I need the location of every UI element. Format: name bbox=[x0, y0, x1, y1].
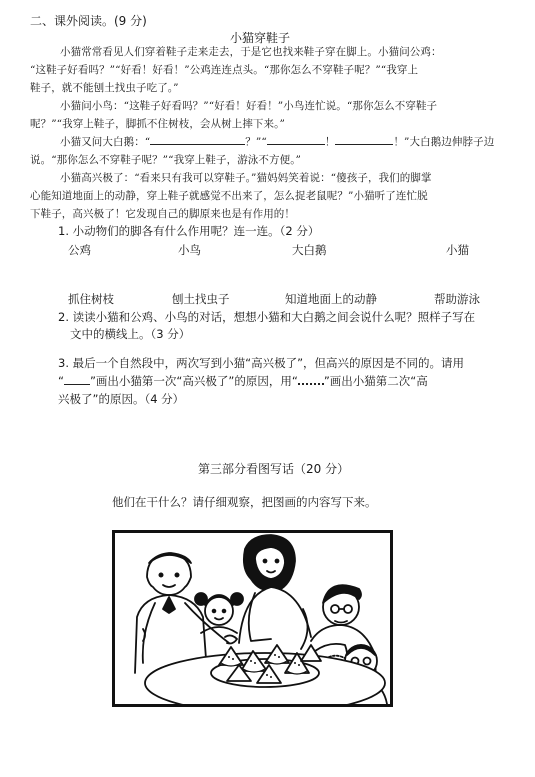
animal-label[interactable]: 公鸡 bbox=[68, 243, 91, 257]
question-2-line1: 2. 读读小猫和公鸡、小鸟的对话，想想小猫和大白鹅之间会说什么呢？照样子写在 bbox=[58, 310, 476, 324]
animal-label[interactable]: 小猫 bbox=[446, 243, 469, 257]
section-heading: 二、课外阅读。(9 分) bbox=[30, 14, 147, 28]
story-line: 呢？”“我穿上鞋子，脚抓不住树枝，会从树上摔下来。” bbox=[30, 118, 285, 130]
use-label[interactable]: 帮助游泳 bbox=[434, 292, 480, 306]
question-3-line2: “ ”画出小猫第一次“高兴极了”的原因，用“ ”画出小猫第二次“高 bbox=[58, 374, 428, 388]
question-2-line2: 文中的横线上。（3 分） bbox=[70, 327, 191, 341]
answer-blank[interactable] bbox=[267, 134, 325, 145]
wavy-underline-sample bbox=[298, 373, 324, 385]
story-line: “这鞋子好看吗？”“好看！好看！”公鸡连连点头。“那你怎么不穿鞋子呢？”“我穿上 bbox=[30, 64, 419, 76]
illustration-drawing bbox=[115, 533, 390, 704]
story-line: 鞋子，就不能刨土找虫子吃了。” bbox=[30, 82, 179, 94]
story-title: 小猫穿鞋子 bbox=[230, 31, 291, 45]
story-line: 小猫常常看见人们穿着鞋子走来走去，于是它也找来鞋子穿在脚上。小猫问公鸡： bbox=[60, 46, 442, 58]
answer-blank[interactable] bbox=[335, 134, 393, 145]
question-3-line3: 兴极了”的原因。（4 分） bbox=[58, 392, 185, 406]
animal-label[interactable]: 小鸟 bbox=[178, 243, 201, 257]
question-3-line1: 3. 最后一个自然段中，两次写到小猫“高兴极了”，但高兴的原因是不同的。请用 bbox=[58, 356, 465, 370]
section-3-heading: 第三部分看图写话（20 分） bbox=[198, 462, 350, 476]
story-line: 小猫高兴极了：“看来只有我可以穿鞋子。”猫妈妈笑着说：“傻孩子，我们的脚掌 bbox=[60, 172, 432, 184]
animal-label[interactable]: 大白鹅 bbox=[292, 243, 327, 257]
story-line: 说。“那你怎么不穿鞋子呢？”“我穿上鞋子，游泳不方便。” bbox=[30, 154, 302, 166]
story-line: 心能知道地面上的动静，穿上鞋子就感觉不出来了，怎么捉老鼠呢？”小猫听了连忙脱 bbox=[30, 190, 428, 202]
use-label[interactable]: 抓住树枝 bbox=[68, 292, 114, 306]
straight-underline-sample bbox=[64, 374, 90, 385]
family-watermelon-illustration bbox=[112, 530, 393, 707]
answer-blank[interactable] bbox=[150, 134, 245, 145]
section-3-prompt: 他们在干什么？请仔细观察，把图画的内容写下来。 bbox=[112, 495, 377, 509]
story-line: 小猫问小鸟：“这鞋子好看吗？”“好看！好看！”小鸟连忙说。“那你怎么不穿鞋子 bbox=[60, 100, 438, 112]
use-label[interactable]: 刨土找虫子 bbox=[172, 292, 230, 306]
story-line-with-blanks: 小猫又问大白鹅：“ ？”“ ！ ！”大白鹅边伸脖子边 bbox=[60, 136, 495, 148]
question-1: 1. 小动物们的脚各有什么作用呢？连一连。（2 分） bbox=[58, 224, 320, 238]
use-label[interactable]: 知道地面上的动静 bbox=[285, 292, 377, 306]
story-line: 下鞋子，高兴极了！它发现自己的脚原来也是有作用的！ bbox=[30, 208, 295, 220]
